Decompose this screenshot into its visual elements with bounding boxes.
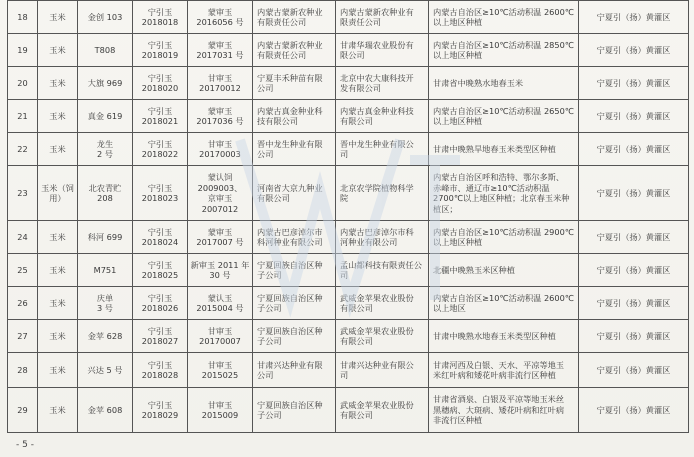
cell-area: 内蒙古自治区≥10℃活动积温 2650℃ 以上地区种植 (429, 100, 579, 133)
table-row (8, 353, 689, 388)
cell-applicant: 晋中龙生种业有限 公司 (253, 133, 336, 166)
cell-reg-no: 宁引玉 2018028 (133, 353, 188, 388)
cell-no: 27 (8, 320, 38, 353)
cell-crop: 玉米 (38, 353, 78, 388)
cell-region: 宁夏引（扬）黄灌区 (579, 287, 689, 320)
cell-crop: 玉米 (38, 254, 78, 287)
table-row (8, 1, 689, 34)
cell-applicant: 内蒙古蒙新农种业 有限责任公司 (253, 34, 336, 67)
cell-reg-no: 宁引玉 2018021 (133, 100, 188, 133)
cell-reg-no: 宁引玉 2018026 (133, 287, 188, 320)
table-row (8, 287, 689, 320)
cell-region: 宁夏引（扬）黄灌区 (579, 133, 689, 166)
cell-orig-no: 甘审玉 2015009 (188, 388, 253, 433)
cell-orig-no: 新审玉 2011 年 30 号 (188, 254, 253, 287)
cell-area: 甘肃省酒泉、白银及平凉等地玉米丝 黑穗病、大斑病、矮花叶病和红叶病 非流行区种植 (429, 388, 579, 433)
cell-no: 23 (8, 166, 38, 221)
cell-orig-no: 蒙审玉 2017031 号 (188, 34, 253, 67)
cell-area: 内蒙古自治区呼和浩特、鄂尔多斯、 赤峰市、通辽市≥10℃活动积温 2700℃以上地区种植；北京春玉米种 植区； (429, 166, 579, 221)
cell-no: 28 (8, 353, 38, 388)
cell-reg-no: 宁引玉 2018019 (133, 34, 188, 67)
cell-applicant: 宁夏回族自治区种 子公司 (253, 254, 336, 287)
cell-breeder: 甘肃兴达种业有限公 司 (336, 353, 429, 388)
cell-variety: T808 (78, 34, 133, 67)
cell-breeder: 北京农学院植物科学 院 (336, 166, 429, 221)
cell-crop: 玉米 (38, 1, 78, 34)
cell-breeder: 武威金苹果农业股份 有限公司 (336, 388, 429, 433)
cell-area: 内蒙古自治区≥10℃活动积温 2600℃ 以上地区种植 (429, 1, 579, 34)
cell-no: 24 (8, 221, 38, 254)
cell-applicant: 宁夏回族自治区种 子公司 (253, 287, 336, 320)
cell-reg-no: 宁引玉 2018027 (133, 320, 188, 353)
cell-orig-no: 蒙审玉 2017007 号 (188, 221, 253, 254)
cell-variety: 金创 103 (78, 1, 133, 34)
cell-area: 甘肃省中晚熟水地春玉米 (429, 67, 579, 100)
cell-applicant: 河南省大京九种业 有限公司 (253, 166, 336, 221)
cell-variety: 龙生 2 号 (78, 133, 133, 166)
cell-orig-no: 蒙认饲 2009003、 京审玉 2007012 (188, 166, 253, 221)
cell-crop: 玉米 (38, 388, 78, 433)
table-row (8, 388, 689, 433)
cell-region: 宁夏引（扬）黄灌区 (579, 320, 689, 353)
cell-region: 宁夏引（扬）黄灌区 (579, 388, 689, 433)
cell-breeder: 晋中龙生种业有限公 司 (336, 133, 429, 166)
cell-applicant: 宁夏丰禾种苗有限 公司 (253, 67, 336, 100)
cell-breeder: 甘肃华瑞农业股份有 限公司 (336, 34, 429, 67)
cell-breeder: 内蒙古蒙新农种业有 限责任公司 (336, 1, 429, 34)
cell-variety: 北农青贮 208 (78, 166, 133, 221)
cell-region: 宁夏引（扬）黄灌区 (579, 221, 689, 254)
cell-region: 宁夏引（扬）黄灌区 (579, 67, 689, 100)
cell-orig-no: 甘审玉 20170003 (188, 133, 253, 166)
cell-region: 宁夏引（扬）黄灌区 (579, 254, 689, 287)
cell-breeder: 武威金苹果农业股份 有限公司 (336, 320, 429, 353)
cell-orig-no: 甘审玉 20170012 (188, 67, 253, 100)
cell-no: 29 (8, 388, 38, 433)
cell-breeder: 内蒙古真金种业科技 有限公司 (336, 100, 429, 133)
cell-applicant: 甘肃兴达种业有限 公司 (253, 353, 336, 388)
cell-orig-no: 蒙审玉 2016056 号 (188, 1, 253, 34)
cell-variety: 科河 699 (78, 221, 133, 254)
cell-crop: 玉米 (38, 320, 78, 353)
cell-reg-no: 宁引玉 2018025 (133, 254, 188, 287)
cell-variety: 兴达 5 号 (78, 353, 133, 388)
cell-orig-no: 甘审玉 20170007 (188, 320, 253, 353)
table-row (8, 100, 689, 133)
table-row (8, 67, 689, 100)
cell-variety: M751 (78, 254, 133, 287)
cell-applicant: 宁夏回族自治区种 子公司 (253, 320, 336, 353)
cell-area: 甘肃中晚熟水地春玉米类型区种植 (429, 320, 579, 353)
table-row (8, 254, 689, 287)
cell-variety: 庆单 3 号 (78, 287, 133, 320)
cell-area: 内蒙古自治区≥10℃活动积温 2850℃ 以上地区种植 (429, 34, 579, 67)
cell-no: 18 (8, 1, 38, 34)
cell-no: 22 (8, 133, 38, 166)
cell-reg-no: 宁引玉 2018023 (133, 166, 188, 221)
table-row (8, 166, 689, 221)
cell-reg-no: 宁引玉 2018024 (133, 221, 188, 254)
cell-region: 宁夏引（扬）黄灌区 (579, 1, 689, 34)
variety-table (7, 0, 689, 433)
cell-orig-no: 蒙认玉 2015004 号 (188, 287, 253, 320)
cell-no: 26 (8, 287, 38, 320)
cell-crop: 玉米 (38, 67, 78, 100)
cell-crop: 玉米 (38, 221, 78, 254)
cell-crop: 玉米 (38, 133, 78, 166)
cell-applicant: 内蒙古巴彦淖尔市 科河种业有限公司 (253, 221, 336, 254)
cell-no: 20 (8, 67, 38, 100)
cell-orig-no: 甘审玉 2015025 (188, 353, 253, 388)
table-row (8, 133, 689, 166)
cell-variety: 真金 619 (78, 100, 133, 133)
cell-reg-no: 宁引玉 2018029 (133, 388, 188, 433)
cell-crop: 玉米（饲 用） (38, 166, 78, 221)
cell-reg-no: 宁引玉 2018022 (133, 133, 188, 166)
cell-breeder: 北京中农大康科技开 发有限公司 (336, 67, 429, 100)
cell-variety: 金苹 608 (78, 388, 133, 433)
cell-applicant: 宁夏回族自治区种 子公司 (253, 388, 336, 433)
cell-area: 甘肃中晚熟旱地春玉米类型区种植 (429, 133, 579, 166)
cell-no: 21 (8, 100, 38, 133)
cell-orig-no: 蒙审玉 2017036 号 (188, 100, 253, 133)
cell-breeder: 孟山都科技有限责任公 司 (336, 254, 429, 287)
cell-reg-no: 宁引玉 2018020 (133, 67, 188, 100)
cell-region: 宁夏引（扬）黄灌区 (579, 166, 689, 221)
page-number: - 5 - (16, 440, 34, 450)
cell-no: 19 (8, 34, 38, 67)
cell-region: 宁夏引（扬）黄灌区 (579, 100, 689, 133)
cell-variety: 金苹 628 (78, 320, 133, 353)
cell-crop: 玉米 (38, 34, 78, 67)
cell-applicant: 内蒙古蒙新农种业 有限责任公司 (253, 1, 336, 34)
cell-area: 内蒙古自治区≥10℃活动积温 2900℃ 以上地区种植 (429, 221, 579, 254)
cell-breeder: 内蒙古巴彦淖尔市科 河种业有限公司 (336, 221, 429, 254)
cell-breeder: 武威金苹果农业股份 有限公司 (336, 287, 429, 320)
cell-region: 宁夏引（扬）黄灌区 (579, 353, 689, 388)
cell-area: 北疆中晚熟玉米区种植 (429, 254, 579, 287)
table-row (8, 34, 689, 67)
cell-applicant: 内蒙古真金种业科 技有限公司 (253, 100, 336, 133)
table-row (8, 320, 689, 353)
cell-reg-no: 宁引玉 2018018 (133, 1, 188, 34)
table-row (8, 221, 689, 254)
cell-area: 内蒙古自治区≥10℃活动积温 2600℃ 以上地区 (429, 287, 579, 320)
cell-region: 宁夏引（扬）黄灌区 (579, 34, 689, 67)
cell-variety: 大旗 969 (78, 67, 133, 100)
cell-area: 甘肃河西及白银、天水、平凉等地玉 米红叶病和矮花叶病非流行区种植 (429, 353, 579, 388)
cell-crop: 玉米 (38, 287, 78, 320)
cell-no: 25 (8, 254, 38, 287)
cell-crop: 玉米 (38, 100, 78, 133)
